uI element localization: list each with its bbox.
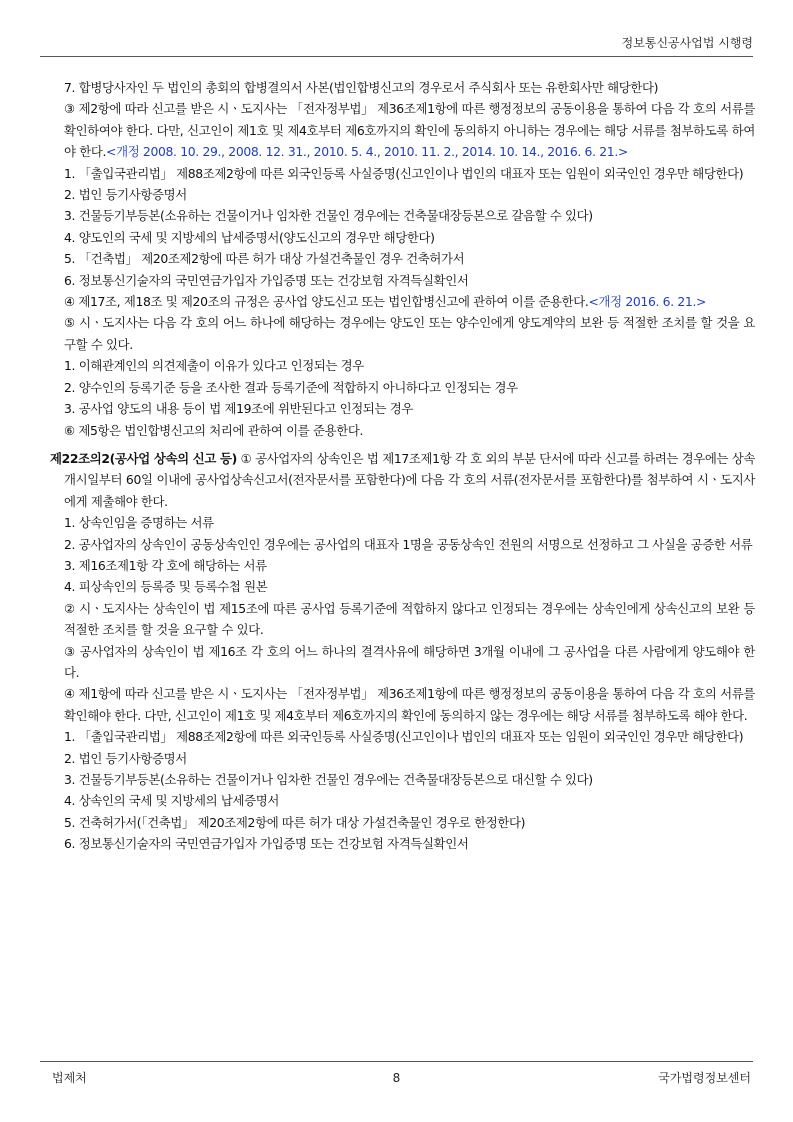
paragraph-3 bbox=[50, 98, 755, 162]
list-item-text: 2. 법인 등기사항증명서 bbox=[64, 187, 187, 203]
law-title: 정보통신공사업법 시행령 bbox=[621, 36, 753, 50]
paragraph-text: ③ 제2항에 따라 신고를 받은 시ㆍ도지사는 「전자정부법」 제36조제1항에 따른 행정정보의 공동이용을 통하여 다음 각 호의 서류를 확인하여야 한다. 다만, 신고인이 제1호 및 제4호부터 제6호까지의 확인에 동의하지 아니하는 경우에는 해당 서류를 첨부하도록 하여야 한다. bbox=[64, 101, 755, 160]
document-body bbox=[50, 77, 755, 855]
article-title: 제22조의2(공사업 상속의 신고 등) bbox=[50, 450, 237, 466]
list-item bbox=[50, 769, 755, 790]
list-item bbox=[50, 555, 755, 576]
paragraph-text: ④ 제1항에 따라 신고를 받은 시ㆍ도지사는 「전자정부법」 제36조제1항에 따른 행정정보의 공동이용을 통하여 다음 각 호의 서류를 확인해야 한다. 다만, 신고인이 제1호 및 제4호부터 제6호까지의 확인에 동의하지 않는 경우에는 해당 서류를 첨부하도록 해야 한다. bbox=[64, 686, 755, 723]
paragraph-3 bbox=[50, 641, 755, 684]
paragraph-text: ④ 제17조, 제18조 및 제20조의 규정은 공사업 양도신고 또는 법인합병신고에 관하여 이를 준용한다. bbox=[64, 294, 589, 310]
article-22-2 bbox=[50, 448, 755, 512]
paragraph-text: ⑥ 제5항은 법인합병신고의 처리에 관하여 이를 준용한다. bbox=[64, 422, 364, 438]
list-item bbox=[50, 726, 755, 747]
list-item-text: 3. 건물등기부등본(소유하는 건물이거나 임차한 건물인 경우에는 건축물대장등본으로 갈음할 수 있다) bbox=[64, 208, 593, 224]
paragraph-6 bbox=[50, 420, 755, 441]
list-item bbox=[50, 833, 755, 854]
list-item-text: 6. 정보통신기술자의 국민연금가입자 가입증명 또는 건강보험 자격득실확인서 bbox=[64, 272, 469, 288]
list-item-text: 5. 건축허가서(「건축법」 제20조제2항에 따른 허가 대상 가설건축물인 경우로 한정한다) bbox=[64, 814, 526, 830]
paragraph-item-7 bbox=[50, 77, 755, 98]
list-item bbox=[50, 748, 755, 769]
list-item bbox=[50, 205, 755, 226]
list-item bbox=[50, 270, 755, 291]
list-item bbox=[50, 227, 755, 248]
list-item bbox=[50, 248, 755, 269]
footer-source: 국가법령정보센터 bbox=[658, 1071, 751, 1085]
article-text: ① 공사업자의 상속인은 법 제17조제1항 각 호 외의 부분 단서에 따라 신고를 하려는 경우에는 상속개시일부터 60일 이내에 공사업상속신고서(전자문서를 포함한다)에 다음 각 호의 서류(전자문서를 포함한다)를 첨부하여 시ㆍ도지사에게 제출해야 한다. bbox=[64, 450, 756, 509]
article-22-continuation bbox=[50, 77, 755, 441]
page-header bbox=[40, 34, 753, 57]
list-item-text: 1. 「출입국관리법」 제88조제2항에 따른 외국인등록 사실증명(신고인이나 법인의 대표자 또는 임원이 외국인인 경우만 해당한다) bbox=[64, 729, 744, 745]
amendment-note: <개정 2008. 10. 29., 2008. 12. 31., 2010. 5. 4., 2010. 11. 2., 2014. 10. 14., 2016. 6. 21.> bbox=[106, 144, 628, 160]
footer-publisher: 법제처 bbox=[52, 1071, 87, 1085]
list-item bbox=[50, 398, 755, 419]
list-item bbox=[50, 355, 755, 376]
list-item-text: 5. 「건축법」 제20조제2항에 따른 허가 대상 가설건축물인 경우 건축허가서 bbox=[64, 251, 465, 267]
list-item bbox=[50, 812, 755, 833]
list-item-text: 1. 「출입국관리법」 제88조제2항에 따른 외국인등록 사실증명(신고인이나 법인의 대표자 또는 임원이 외국인인 경우만 해당한다) bbox=[64, 165, 744, 181]
list-item-text: 4. 상속인의 국세 및 지방세의 납세증명서 bbox=[64, 793, 279, 809]
list-item-text: 1. 상속인임을 증명하는 서류 bbox=[64, 515, 214, 531]
list-item bbox=[50, 377, 755, 398]
article-22-2-body bbox=[50, 512, 755, 855]
list-item-text: 2. 법인 등기사항증명서 bbox=[64, 750, 187, 766]
list-item-text: 2. 양수인의 등록기준 등을 조사한 결과 등록기준에 적합하지 아니하다고 인정되는 경우 bbox=[64, 379, 518, 395]
page-footer bbox=[40, 1061, 753, 1085]
amendment-note: <개정 2016. 6. 21.> bbox=[588, 294, 707, 310]
paragraph-4 bbox=[50, 291, 755, 312]
paragraph-4 bbox=[50, 683, 755, 726]
list-item-text: 3. 공사업 양도의 내용 등이 법 제19조에 위반된다고 인정되는 경우 bbox=[64, 401, 413, 417]
list-item-text: 4. 양도인의 국세 및 지방세의 납세증명서(양도신고의 경우만 해당한다) bbox=[64, 229, 435, 245]
list-item bbox=[50, 184, 755, 205]
list-item bbox=[50, 163, 755, 184]
paragraph-5 bbox=[50, 312, 755, 355]
paragraph-text: ② 시ㆍ도지사는 상속인이 법 제15조에 따른 공사업 등록기준에 적합하지 않다고 인정되는 경우에는 상속인에게 상속신고의 보완 등 적절한 조치를 할 것을 요구할 수 있다. bbox=[64, 600, 755, 638]
list-item bbox=[50, 576, 755, 597]
paragraph-2 bbox=[50, 598, 755, 641]
list-item-text: 4. 피상속인의 등록증 및 등록수첩 원본 bbox=[64, 579, 268, 595]
paragraph-text: ③ 공사업자의 상속인이 법 제16조 각 호의 어느 하나의 결격사유에 해당하면 3개월 이내에 그 공사업을 다른 사람에게 양도해야 한다. bbox=[64, 643, 755, 680]
paragraph-text: 7. 합병당사자인 두 법인의 총회의 합병결의서 사본(법인합병신고의 경우로서 주식회사 또는 유한회사만 해당한다) bbox=[64, 80, 659, 95]
list-item-text: 3. 제16조제1항 각 호에 해당하는 서류 bbox=[64, 557, 267, 573]
list-item-text: 6. 정보통신기술자의 국민연금가입자 가입증명 또는 건강보험 자격득실확인서 bbox=[64, 836, 469, 852]
list-item-text: 3. 건물등기부등본(소유하는 건물이거나 임차한 건물인 경우에는 건축물대장등본으로 대신할 수 있다) bbox=[64, 772, 593, 787]
page-number: 8 bbox=[392, 1071, 401, 1085]
list-item bbox=[50, 534, 755, 555]
paragraph-text: ⑤ 시ㆍ도지사는 다음 각 호의 어느 하나에 해당하는 경우에는 양도인 또는 양수인에게 양도계약의 보완 등 적절한 조치를 할 것을 요구할 수 있다. bbox=[64, 315, 755, 352]
list-item bbox=[50, 512, 755, 533]
list-item bbox=[50, 790, 755, 811]
list-item-text: 1. 이해관계인의 의견제출이 이유가 있다고 인정되는 경우 bbox=[64, 358, 364, 374]
list-item-text: 2. 공사업자의 상속인이 공동상속인인 경우에는 공사업의 대표자 1명을 공동상속인 전원의 서명으로 선정하고 그 사실을 공증한 서류 bbox=[64, 536, 753, 552]
